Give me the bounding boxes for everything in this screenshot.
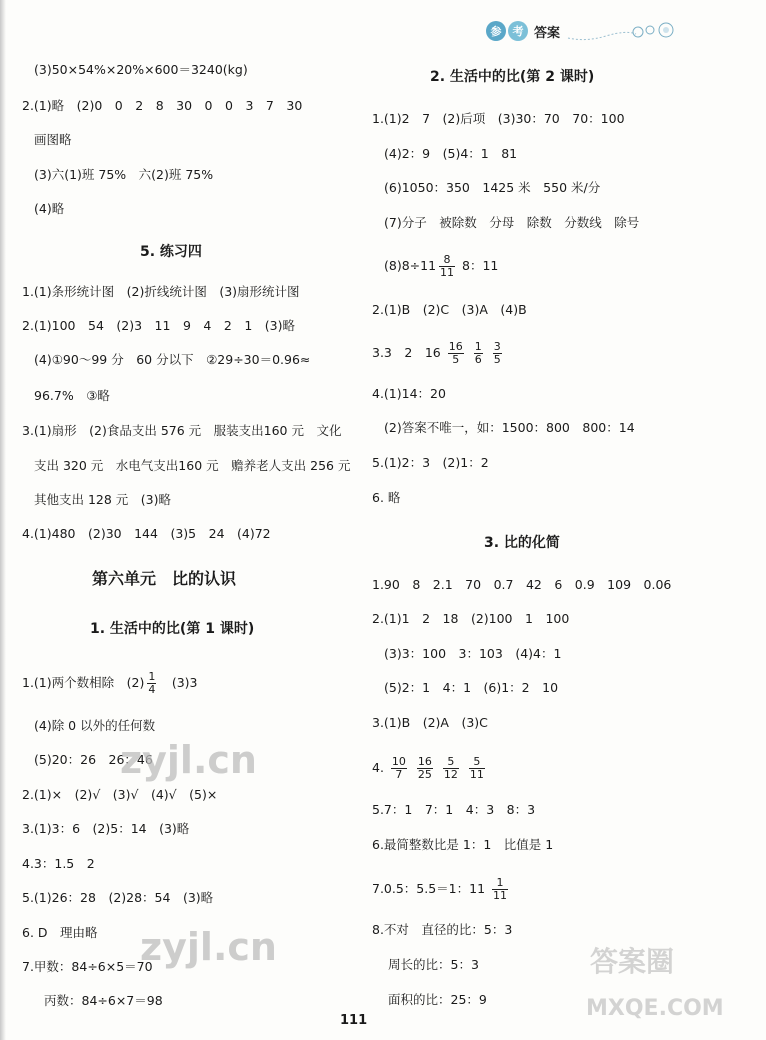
- answer-line: (8)8÷11 $\frac{8}{11}$ 8：11: [384, 253, 499, 279]
- answer-line: 1.(1)两个数相除 (2) $\frac{1}{4}$ (3)3: [22, 670, 198, 696]
- answer-line: 1.90 8 2.1 70 0.7 42 6 0.9 109 0.06: [372, 577, 672, 592]
- page-binding-shadow: [0, 0, 6, 1040]
- unit-heading: 第六单元 比的认识: [92, 569, 237, 588]
- fraction: $\frac{5}{11}$: [469, 755, 484, 781]
- answer-line: 7.甲数：84÷6×5＝70: [22, 959, 153, 974]
- section-heading: 2. 生活中的比(第 2 课时): [430, 69, 595, 85]
- answer-line: (4)①90～99 分 60 分以下 ②29÷30＝0.96≈: [34, 352, 311, 367]
- section-heading: 1. 生活中的比(第 1 课时): [90, 621, 255, 637]
- fraction: $\frac{8}{11}$: [440, 253, 455, 279]
- header-badge-1: 参: [486, 21, 506, 41]
- fraction: $\frac{1}{11}$: [493, 876, 508, 902]
- page-number: 111: [340, 1013, 368, 1028]
- answer-line: 4. $\frac{10}{7}$ $\frac{16}{25}$ $\frac{5}{12}$ $\frac{5}{11}$: [372, 755, 484, 781]
- answer-line: 3.(1)B (2)A (3)C: [372, 715, 488, 730]
- answer-line: (3)六(1)班 75% 六(2)班 75%: [34, 167, 214, 182]
- answer-line: 5.(1)26：28 (2)28：54 (3)略: [22, 890, 214, 905]
- fraction: $\frac{5}{12}$: [443, 755, 458, 781]
- answer-line: 2.(1)略 (2)0 0 2 8 30 0 0 3 7 30: [22, 98, 303, 113]
- answer-line: 4.3：1.5 2: [22, 856, 95, 871]
- answer-line: (2)答案不唯一，如：1500：800 800：14: [384, 420, 635, 435]
- answer-line: 3.(1)扇形 (2)食品支出 576 元 服装支出160 元 文化: [22, 423, 342, 438]
- answer-line: (5)2：1 4：1 (6)1：2 10: [384, 680, 559, 695]
- answer-line: 3.(1)3：6 (2)5：14 (3)略: [22, 821, 190, 836]
- answer-line: (3)3：100 3：103 (4)4：1: [384, 646, 562, 661]
- answer-line: 6. D 理由略: [22, 925, 98, 940]
- answer-line: 4.(1)480 (2)30 144 (3)5 24 (4)72: [22, 526, 271, 541]
- fraction: $\frac{10}{7}$: [391, 755, 406, 781]
- answer-line: 2.(1)B (2)C (3)A (4)B: [372, 302, 527, 317]
- answer-line: 画图略: [34, 132, 72, 147]
- header-title: 答案: [534, 25, 561, 41]
- fraction: $\frac{3}{5}$: [493, 340, 501, 366]
- answer-line: 支出 320 元 水电气支出160 元 赡养老人支出 256 元: [34, 458, 351, 473]
- answer-line: 1.(1)条形统计图 (2)折线统计图 (3)扇形统计图: [22, 284, 300, 299]
- answer-line: 面积的比：25：9: [388, 992, 487, 1007]
- answer-line: (3)50×54%×20%×600＝3240(kg): [34, 62, 248, 77]
- answer-line: 2.(1)100 54 (2)3 11 9 4 2 1 (3)略: [22, 318, 295, 333]
- answer-line: 8.不对 直径的比：5：3: [372, 922, 513, 937]
- answer-line: 2.(1)× (2)√ (3)√ (4)√ (5)×: [22, 787, 218, 802]
- answer-line: 5.(1)2：3 (2)1：2: [372, 455, 489, 470]
- watermark: zyjl.cn: [120, 738, 257, 782]
- answer-line: (4)除 0 以外的任何数: [34, 718, 156, 733]
- watermark: MXQE.COM: [586, 996, 724, 1021]
- fraction: $\frac{16}{25}$: [417, 755, 432, 781]
- answer-line: 1.(1)2 7 (2)后项 (3)30：70 70：100: [372, 111, 625, 126]
- answer-line: 其他支出 128 元 (3)略: [34, 492, 172, 507]
- answer-line: 6. 略: [372, 490, 401, 505]
- header-decoration-icon: [566, 16, 676, 46]
- fraction: $\frac{1}{4}$: [148, 670, 156, 696]
- answer-line: 4.(1)14：20: [372, 386, 446, 401]
- answer-line: (5)20：26 26：46: [34, 752, 153, 767]
- answer-line: 丙数：84÷6×7＝98: [44, 993, 163, 1008]
- answer-line: (6)1050：350 1425 米 550 米/分: [384, 180, 601, 195]
- answer-line: 7.0.5：5.5＝1：11 $\frac{1}{11}$: [372, 876, 508, 902]
- watermark: zyjl.cn: [140, 925, 277, 969]
- header-badge-2: 考: [508, 21, 528, 41]
- answer-line: 2.(1)1 2 18 (2)100 1 100: [372, 611, 570, 626]
- watermark: 答案圈: [590, 945, 675, 978]
- answer-line: (4)略: [34, 201, 65, 216]
- section-heading: 3. 比的化简: [484, 535, 560, 551]
- answer-line: (7)分子 被除数 分母 除数 分数线 除号: [384, 215, 640, 230]
- answer-line: (4)2：9 (5)4：1 81: [384, 146, 518, 161]
- fraction: $\frac{1}{6}$: [474, 340, 482, 366]
- answer-line: 5.7：1 7：1 4：3 8：3: [372, 802, 536, 817]
- fraction: $\frac{16}{5}$: [448, 340, 463, 366]
- answer-header: [486, 16, 676, 46]
- answer-line: 周长的比：5：3: [388, 957, 479, 972]
- answer-line: 96.7% ③略: [34, 388, 110, 403]
- section-heading: 5. 练习四: [140, 244, 202, 260]
- answer-line: 3.3 2 16 $\frac{16}{5}$ $\frac{1}{6}$ $\frac{3}{5}$: [372, 340, 501, 366]
- answer-line: 6.最简整数比是 1：1 比值是 1: [372, 837, 554, 852]
